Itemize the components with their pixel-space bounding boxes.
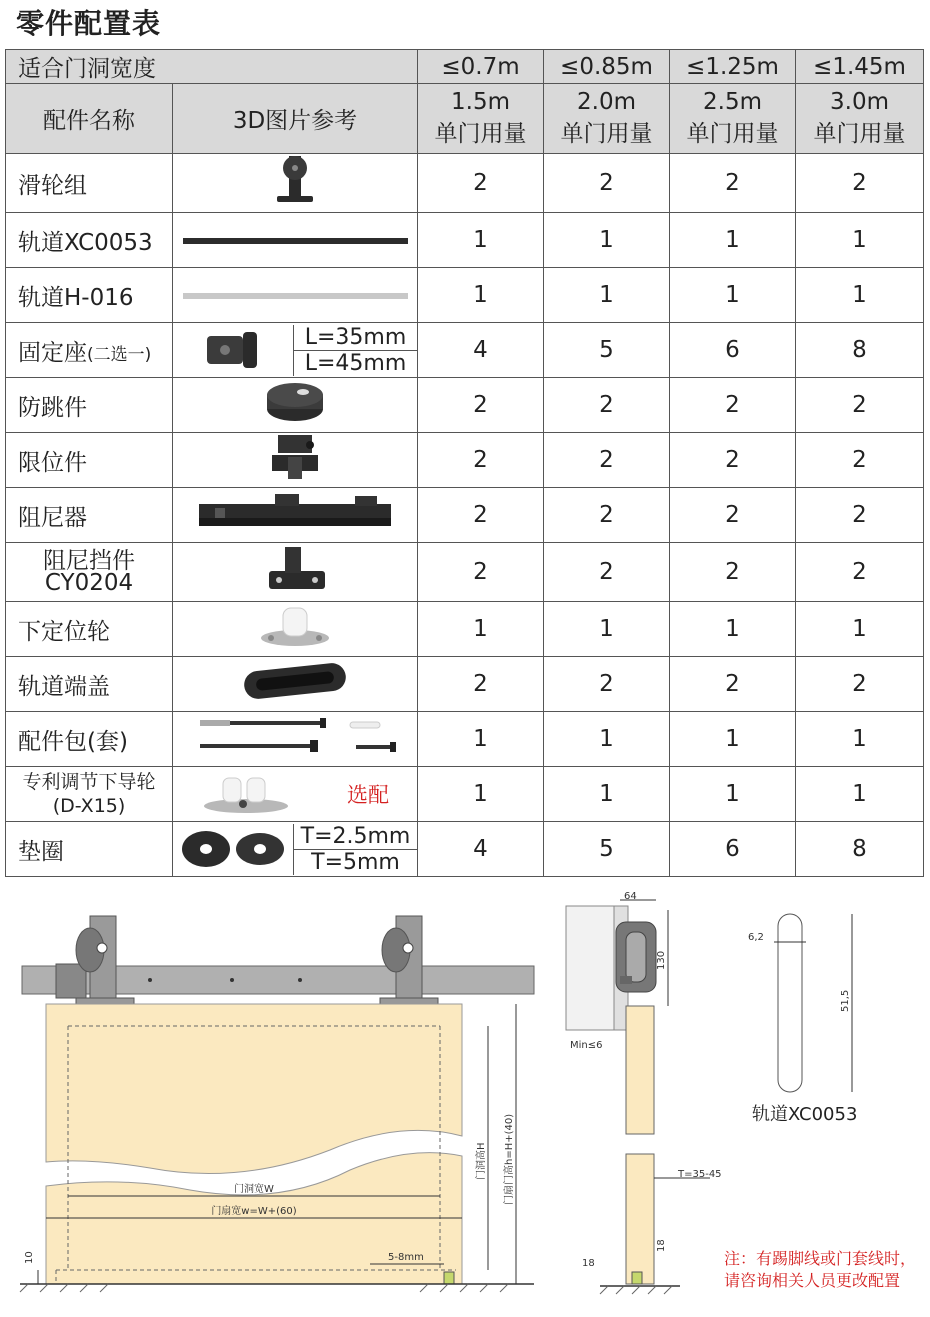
part-name: [6, 543, 173, 602]
part-name-code: CY0204: [44, 570, 134, 596]
usage-label-1: 单门用量: [434, 121, 527, 147]
qty-cell: 4: [418, 323, 544, 378]
part-name-code: (D-X15): [52, 795, 126, 817]
washer-icon: [173, 824, 294, 875]
opening-height-label: 门洞高H: [476, 1142, 487, 1180]
part-name: 轨道XC0053: [6, 213, 173, 268]
qty-cell: 2: [670, 154, 796, 213]
qty-cell: 2: [544, 543, 670, 602]
damper-icon: [173, 488, 418, 543]
adjustable-guide-cell: [173, 767, 418, 822]
qty-cell: 1: [418, 268, 544, 323]
qty-cell: 1: [670, 602, 796, 657]
qty-cell: 1: [418, 767, 544, 822]
side-thickness-label: T=35-45: [678, 1169, 722, 1180]
part-name-header: 配件名称: [6, 84, 173, 154]
part-name: [6, 323, 173, 378]
stopper-icon: [173, 433, 418, 488]
qty-cell: 1: [544, 767, 670, 822]
part-name: 防跳件: [6, 378, 173, 433]
header-row-usage: [6, 84, 924, 154]
table-row: [6, 378, 924, 433]
qty-cell: 1: [796, 268, 924, 323]
part-name: 配件包(套): [6, 712, 173, 767]
fixed-seat-icon: [173, 325, 294, 376]
qty-cell: 2: [544, 378, 670, 433]
side-dim-130: 130: [656, 950, 667, 970]
qty-cell: 2: [796, 488, 924, 543]
parts-config-table: [5, 49, 924, 877]
profile-width-label: 6,2: [748, 932, 764, 943]
table-row: [6, 268, 924, 323]
qty-cell: 2: [670, 378, 796, 433]
qty-cell: 1: [544, 268, 670, 323]
side-18a-label: 18: [582, 1258, 595, 1269]
qty-cell: 2: [670, 488, 796, 543]
silver-track-icon: [173, 268, 418, 323]
bottom-guide-wheel-icon: [173, 602, 418, 657]
leaf-width-label: 门扇宽w=W+(60): [211, 1206, 297, 1217]
part-name-main: 阻尼挡件: [43, 548, 135, 574]
qty-cell: 1: [796, 767, 924, 822]
qty-cell: 5: [544, 822, 670, 877]
table-row: [6, 602, 924, 657]
door-size-3: 2.5m: [703, 89, 762, 115]
part-name-main: 专利调节下导轮: [22, 771, 156, 793]
note: [724, 1248, 916, 1292]
qty-cell: 8: [796, 822, 924, 877]
qty-cell: 6: [670, 822, 796, 877]
qty-cell: 1: [796, 213, 924, 268]
qty-cell: 2: [796, 378, 924, 433]
gap-label: 5-8mm: [388, 1252, 424, 1263]
qty-cell: 6: [670, 323, 796, 378]
qty-cell: 2: [670, 433, 796, 488]
width-col-1: ≤0.7m: [418, 50, 544, 84]
black-track-icon: [173, 213, 418, 268]
qty-cell: 1: [670, 213, 796, 268]
table-row: [6, 543, 924, 602]
usage-col-2: [544, 84, 670, 154]
note-line-1: 注：有踢脚线或门套线时，: [724, 1249, 917, 1268]
optional-label: 选配: [347, 783, 389, 807]
table-row: [6, 822, 924, 877]
width-col-2: ≤0.85m: [544, 50, 670, 84]
qty-cell: 2: [796, 433, 924, 488]
usage-label-4: 单门用量: [813, 121, 906, 147]
part-name-main: 固定座: [18, 339, 87, 366]
qty-cell: 1: [418, 213, 544, 268]
qty-cell: 1: [418, 602, 544, 657]
part-name: 轨道H-016: [6, 268, 173, 323]
qty-cell: 8: [796, 323, 924, 378]
usage-label-2: 单门用量: [560, 121, 653, 147]
anti-jump-icon: [173, 378, 418, 433]
qty-cell: 2: [544, 433, 670, 488]
note-line-2: 请咨询相关人员更改配置: [724, 1271, 901, 1290]
roller-assembly-icon: [173, 154, 418, 213]
qty-cell: 4: [418, 822, 544, 877]
fixed-seat-cell: [173, 323, 418, 378]
front-view-drawing: [0, 880, 540, 1317]
table-row: [6, 657, 924, 712]
side-dim-64: 64: [624, 891, 637, 902]
part-name: 下定位轮: [6, 602, 173, 657]
fit-width-label: 适合门洞宽度: [6, 50, 418, 84]
qty-cell: 2: [670, 543, 796, 602]
qty-cell: 1: [796, 602, 924, 657]
track-profile-drawing: [740, 900, 880, 1130]
table-row: [6, 767, 924, 822]
option-t5: T=5mm: [294, 849, 417, 875]
side-view-drawing: [560, 890, 730, 1310]
washer-cell: [173, 822, 418, 877]
qty-cell: 2: [796, 543, 924, 602]
part-name: 阻尼器: [6, 488, 173, 543]
width-col-4: ≤1.45m: [796, 50, 924, 84]
part-name: 滑轮组: [6, 154, 173, 213]
header-row-widths: [6, 50, 924, 84]
qty-cell: 2: [796, 154, 924, 213]
qty-cell: 2: [544, 488, 670, 543]
qty-cell: 1: [796, 712, 924, 767]
track-end-cap-icon: [173, 657, 418, 712]
page-title: 零件配置表: [16, 7, 162, 40]
qty-cell: 1: [670, 712, 796, 767]
usage-col-3: [670, 84, 796, 154]
qty-cell: 2: [544, 657, 670, 712]
table-row: [6, 433, 924, 488]
profile-label: 轨道XC0053: [752, 1104, 858, 1125]
part-name: 垫圈: [6, 822, 173, 877]
image-ref-header: 3D图片参考: [173, 84, 418, 154]
qty-cell: 2: [418, 433, 544, 488]
screw-pack-icon: [173, 712, 418, 767]
part-name: 轨道端盖: [6, 657, 173, 712]
table-row: [6, 154, 924, 213]
adjustable-guide-icon: [201, 772, 291, 816]
table-row: [6, 712, 924, 767]
option-t25: T=2.5mm: [300, 823, 411, 849]
qty-cell: 2: [418, 657, 544, 712]
side-18b-label: 18: [656, 1239, 667, 1252]
qty-cell: 2: [418, 488, 544, 543]
qty-cell: 2: [670, 657, 796, 712]
qty-cell: 2: [796, 657, 924, 712]
table-row: [6, 213, 924, 268]
qty-cell: 1: [670, 268, 796, 323]
qty-cell: 2: [418, 154, 544, 213]
option-l45: L=45mm: [294, 350, 417, 376]
qty-cell: 1: [544, 213, 670, 268]
qty-cell: 2: [418, 543, 544, 602]
opening-width-label: 门洞宽W: [234, 1184, 274, 1195]
bottom-clear-label: 10: [24, 1251, 35, 1264]
qty-cell: 1: [544, 712, 670, 767]
qty-cell: 2: [418, 378, 544, 433]
side-min-label: Min≤6: [570, 1040, 603, 1051]
qty-cell: 1: [544, 602, 670, 657]
qty-cell: 1: [418, 712, 544, 767]
part-name: 限位件: [6, 433, 173, 488]
qty-cell: 5: [544, 323, 670, 378]
width-col-3: ≤1.25m: [670, 50, 796, 84]
usage-col-4: [796, 84, 924, 154]
usage-label-3: 单门用量: [686, 121, 779, 147]
usage-col-1: [418, 84, 544, 154]
profile-height-label: 51,5: [840, 989, 851, 1012]
qty-cell: 2: [544, 154, 670, 213]
part-name-sub: (二选一): [87, 344, 152, 365]
table-row: [6, 323, 924, 378]
qty-cell: 1: [670, 767, 796, 822]
door-size-2: 2.0m: [577, 89, 636, 115]
option-l35: L=35mm: [304, 324, 407, 350]
door-size-4: 3.0m: [830, 89, 889, 115]
table-row: [6, 488, 924, 543]
part-name: [6, 767, 173, 822]
door-size-1: 1.5m: [451, 89, 510, 115]
damper-catch-icon: [173, 543, 418, 602]
leaf-height-label: 门扇门高h=H+(40): [504, 1113, 515, 1205]
